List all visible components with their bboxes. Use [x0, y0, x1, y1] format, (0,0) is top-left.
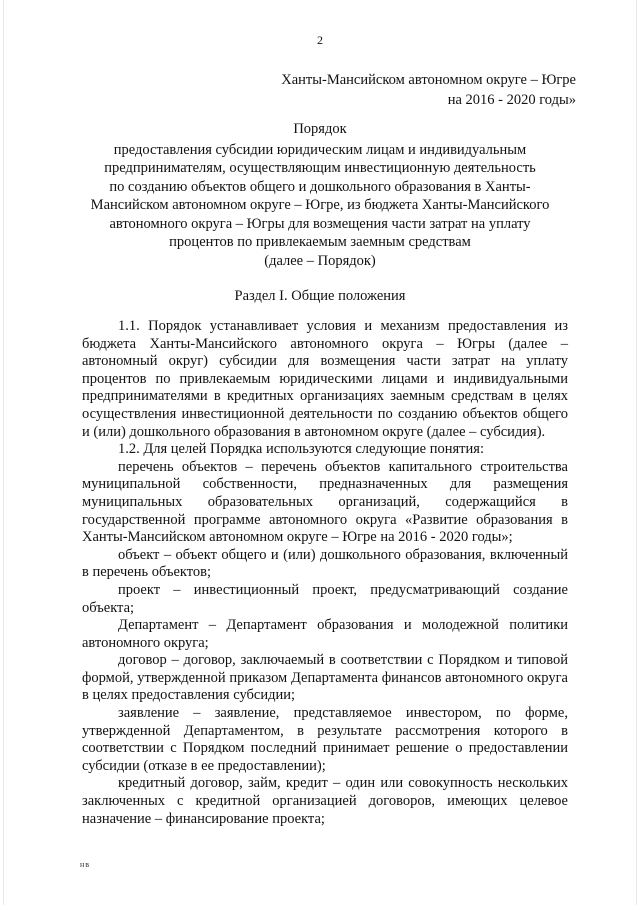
- paragraph: кредитный договор, займ, кредит – один или совокупность нескольких заключенных с кредитной организацией договоров, имеющих целевое назначение – финансирование проекта;: [82, 775, 568, 827]
- title-line: Мансийском автономном округе – Югре, из бюджета Ханты-Мансийского: [90, 197, 550, 213]
- header-line: на 2016 - 2020 годы»: [447, 92, 576, 108]
- section-heading: Раздел I. Общие положения: [234, 288, 406, 304]
- document-title: [80, 120, 560, 270]
- title-line: Порядок: [293, 121, 347, 137]
- title-line: по созданию объектов общего и дошкольного образования в Ханты-: [109, 178, 531, 195]
- title-line: процентов по привлекаемым заемным средствам: [169, 234, 471, 250]
- header-line: Ханты-Мансийском автономном округе – Югре: [281, 72, 576, 88]
- paragraph: проект – инвестиционный проект, предусматривающий создание объекта;: [82, 581, 568, 616]
- scan-edge-right: [636, 0, 637, 905]
- title-line: предоставления субсидии юридическим лицам и индивидуальным: [113, 141, 527, 158]
- paragraph: 1.2. Для целей Порядка используются следующие понятия:: [118, 441, 484, 458]
- paragraph: заявление – заявление, представляемое инвестором, по форме, утвержденной Департаментом, в результате рассмотрения которого в соответствии с Порядком последний принимает решение о предоставлении субсидии (отказе в ее предоставлении);: [82, 705, 568, 774]
- page-number: 2: [317, 33, 323, 47]
- document-body: [82, 318, 568, 828]
- paragraph: 1.1. Порядок устанавливает условия и механизм предоставления из бюджета Ханты-Мансийского автономного округа – Югры (далее – автономный округ) субсидии для возмещения части затрат на уплату процентов по привлекаемым юридическими лицами и индивидуальными предпринимателями в кредитных организациях заемным средствам в целях осуществления инвестиционной деятельности по созданию объектов общего и (или) дошкольного образования в автономном округе (далее – субсидия).: [82, 318, 568, 440]
- scan-edge-left: [3, 0, 4, 905]
- title-line: автономного округа – Югры для возмещения части затрат на уплату: [109, 215, 531, 232]
- paragraph: объект – объект общего и (или) дошкольного образования, включенный в перечень объектов;: [82, 546, 568, 581]
- paragraph: договор – договор, заключаемый в соответствии с Порядком и типовой формой, утвержденной приказом Департамента финансов автономного округа в целях предоставления субсидии;: [82, 652, 568, 704]
- title-line: (далее – Порядок): [264, 252, 376, 269]
- paragraph: Департамент – Департамент образования и молодежной политики автономного округа;: [82, 617, 568, 651]
- document-header: [281, 70, 576, 110]
- paragraph: перечень объектов – перечень объектов капитального строительства муниципальной собственности, предназначенных для размещения муниципальных образовательных организаций, содержащийся в государственной программе автономного округа «Развитие образования в Ханты-Мансийском автономном округе – Югре на 2016 - 2020 годы»;: [82, 458, 568, 546]
- footer-mark: нв: [80, 860, 91, 869]
- title-line: предпринимателям, осуществляющим инвестиционную деятельность: [104, 160, 536, 176]
